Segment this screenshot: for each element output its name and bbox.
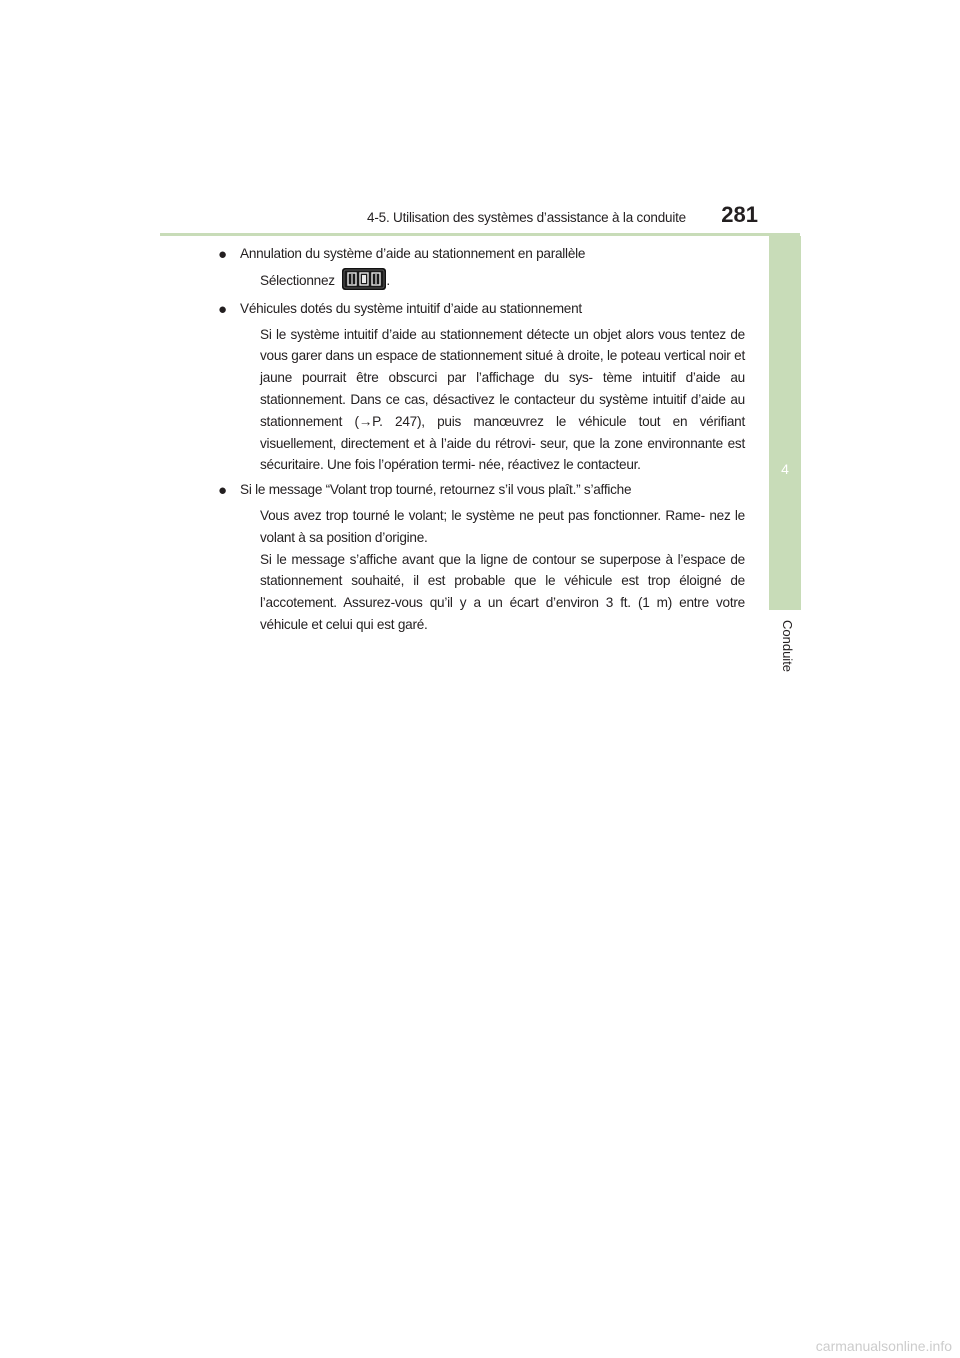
bullet-icon: ● <box>218 246 227 263</box>
header-rule <box>160 233 800 236</box>
item-body: Vous avez trop tourné le volant; le système ne peut pas fonctionner. Rame- nez le volant à sa position d’origine. <box>260 507 745 545</box>
item-heading <box>218 479 745 501</box>
page-content <box>218 243 745 636</box>
body-text: Sélectionnez <box>260 272 339 288</box>
bullet-icon: ● <box>218 482 227 500</box>
chapter-label: Conduite <box>780 620 795 673</box>
heading-text: Si le message “Volant trop tourné, retournez s’il vous plaît.” s’affiche <box>240 482 632 498</box>
chapter-number: 4 <box>781 461 789 477</box>
bullet-icon: ● <box>218 300 227 318</box>
page-header <box>160 200 800 236</box>
watermark: carmanualsonline.info <box>815 1338 952 1354</box>
parallel-parking-button-icon <box>342 268 386 290</box>
chapter-tab <box>769 236 801 610</box>
page-number: 281 <box>721 202 758 227</box>
section-title: 4-5. Utilisation des systèmes d’assistance à la conduite <box>367 210 686 225</box>
item-heading <box>218 243 745 265</box>
item-body: Si le message s’affiche avant que la ligne de contour se superpose à l’espace de stationnement souhaité, il est probable que le véhicule est trop éloigné de l’accotement. Assurez-vous qu’il y a un écart d’environ 3 ft. (1 m) entre votre véhicule et celui qui est garé. <box>260 551 745 632</box>
heading-text: Annulation du système d’aide au stationnement en parallèle <box>240 246 586 261</box>
body-text: . <box>386 272 390 288</box>
item-body <box>240 268 745 294</box>
item-heading <box>218 298 745 320</box>
item-body: Si le système intuitif d’aide au stationnement détecte un objet alors vous tentez de vous garer dans un espace de stationnement situé à droite, le poteau vertical noir et jaune pourrait être obscurci par l’affichage du sys- tème intuitif d’aide au stationnement. Dans ce cas, désactivez le contacteur du système intuitif d’aide au stationnement (→P. 247), puis manœuvrez le véhicule tout en vérifiant visuellement, directement et à l’aide du rétrovi- seur, que la zone environnante est sécuritaire. Une fois l’opération termi- née, réactivez le contacteur. <box>260 326 745 473</box>
heading-text: Véhicules dotés du système intuitif d’aide au stationnement <box>240 300 582 316</box>
